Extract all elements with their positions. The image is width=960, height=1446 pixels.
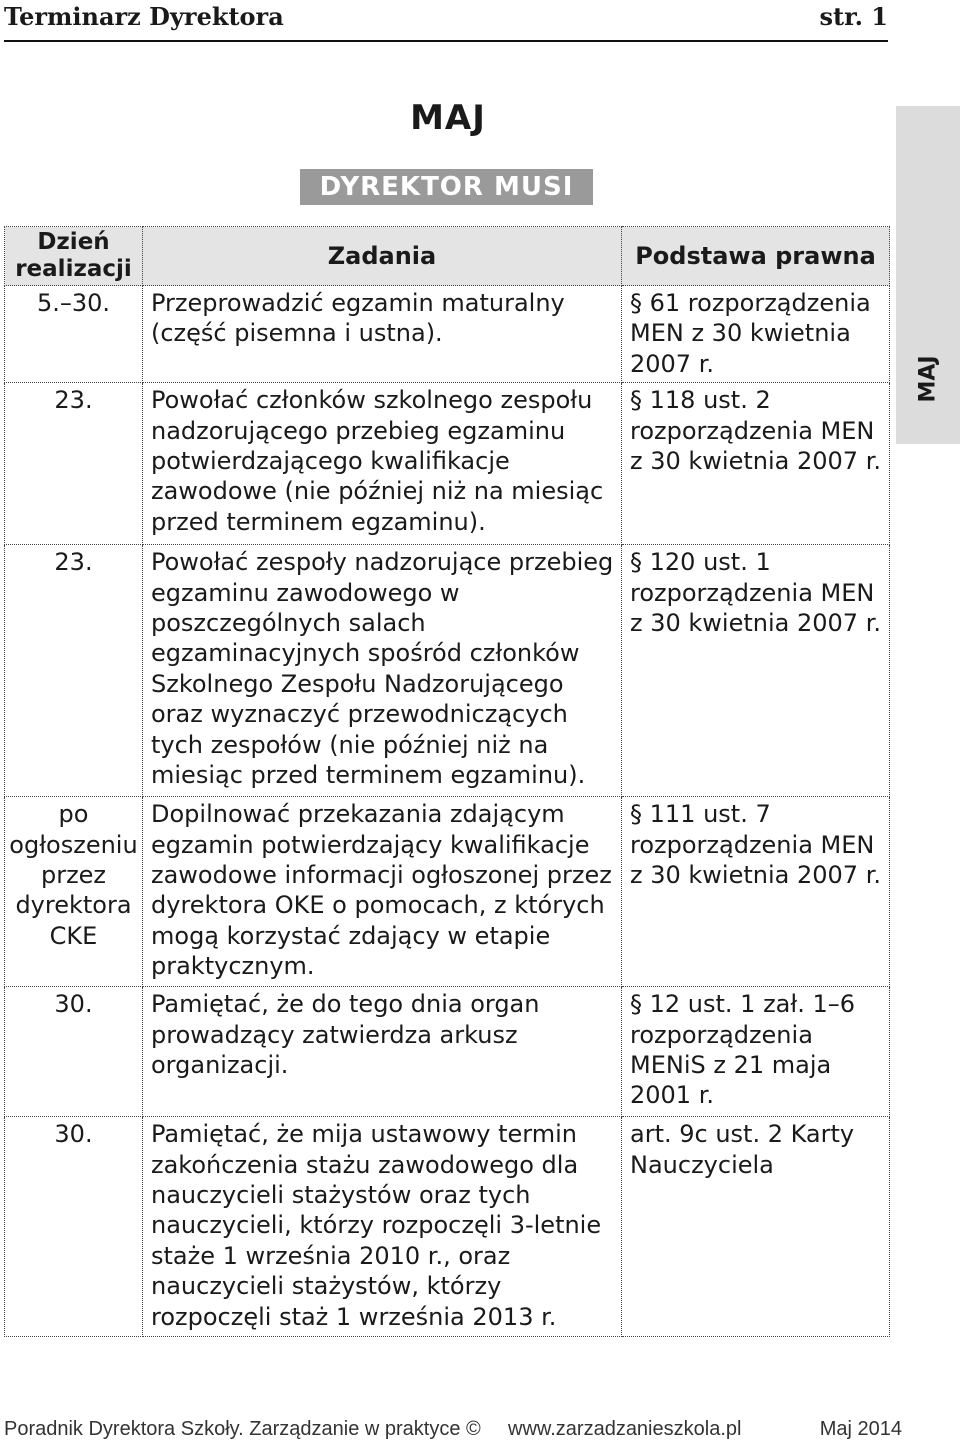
page-header xyxy=(4,0,888,42)
day-cell: 23. xyxy=(5,545,143,797)
legal-basis-cell: § 120 ust. 1 rozporządzenia MEN z 30 kwietnia 2007 r. xyxy=(622,545,890,797)
table-header-row xyxy=(5,227,890,286)
day-cell: 23. xyxy=(5,383,143,545)
footer-publication: Poradnik Dyrektora Szkoły. Zarządzanie w praktyce © xyxy=(4,1418,481,1440)
task-cell: Pamiętać, że mija ustawowy termin zakończenia stażu zawodowego dla nauczycieli stażystów oraz tych nauczycieli, którzy rozpoczęli 3-letnie staże 1 września 2010 r., oraz nauczycieli stażystów, którzy rozpoczęli staż 1 września 2013 r. xyxy=(143,1117,622,1337)
legal-basis-cell: § 111 ust. 7 rozporządzenia MEN z 30 kwietnia 2007 r. xyxy=(622,797,890,987)
schedule-table xyxy=(4,226,890,1337)
document-title: Terminarz Dyrektora xyxy=(4,2,284,31)
table-row xyxy=(5,383,890,545)
legal-basis-cell: § 61 rozporządzenia MEN z 30 kwietnia 2007 r. xyxy=(622,286,890,383)
footer-website: www.zarzadzanieszkola.pl xyxy=(508,1418,742,1440)
table-row xyxy=(5,286,890,383)
day-cell: 30. xyxy=(5,987,143,1117)
column-header-tasks: Zadania xyxy=(143,227,622,286)
task-cell: Pamiętać, że do tego dnia organ prowadzący zatwierdza arkusz organizacji. xyxy=(143,987,622,1117)
section-banner: DYREKTOR MUSI xyxy=(300,169,593,205)
page-number: str. 1 xyxy=(819,2,888,31)
day-cell: 5.–30. xyxy=(5,286,143,383)
legal-basis-cell: art. 9c ust. 2 Karty Nauczyciela xyxy=(622,1117,890,1337)
table-row xyxy=(5,987,890,1117)
task-cell: Powołać członków szkolnego zespołu nadzorującego przebieg egzaminu potwierdzającego kwalifikacje zawodowe (nie później niż na miesiąc przed terminem egzaminu). xyxy=(143,383,622,545)
table-row xyxy=(5,545,890,797)
table-row xyxy=(5,1117,890,1337)
legal-basis-cell: § 12 ust. 1 zał. 1–6 rozporządzenia MENiS z 21 maja 2001 r. xyxy=(622,987,890,1117)
table-row xyxy=(5,797,890,987)
task-cell: Dopilnować przekazania zdającym egzamin potwierdzający kwalifikacje zawodowe informacji ogłoszonej przez dyrektora OKE o pomocach, z których mogą korzystać zdający w etapie praktycznym. xyxy=(143,797,622,987)
side-tab-label: MAJ xyxy=(915,355,941,403)
task-cell: Przeprowadzić egzamin maturalny (część pisemna i ustna). xyxy=(143,286,622,383)
month-heading: MAJ xyxy=(410,98,486,138)
day-cell: po ogłoszeniu przez dyrektora CKE xyxy=(5,797,143,987)
task-cell: Powołać zespoły nadzorujące przebieg egzaminu zawodowego w poszczególnych salach egzaminacyjnych spośród członków Szkolnego Zespołu Nadzorującego oraz wyznaczyć przewodniczących tych zespołów (nie później niż na miesiąc przed terminem egzaminu). xyxy=(143,545,622,797)
column-header-legal: Podstawa prawna xyxy=(622,227,890,286)
day-cell: 30. xyxy=(5,1117,143,1337)
month-side-tab xyxy=(896,106,960,444)
column-header-day: Dzień realizacji xyxy=(5,227,143,286)
legal-basis-cell: § 118 ust. 2 rozporządzenia MEN z 30 kwietnia 2007 r. xyxy=(622,383,890,545)
footer-issue: Maj 2014 xyxy=(819,1418,902,1440)
